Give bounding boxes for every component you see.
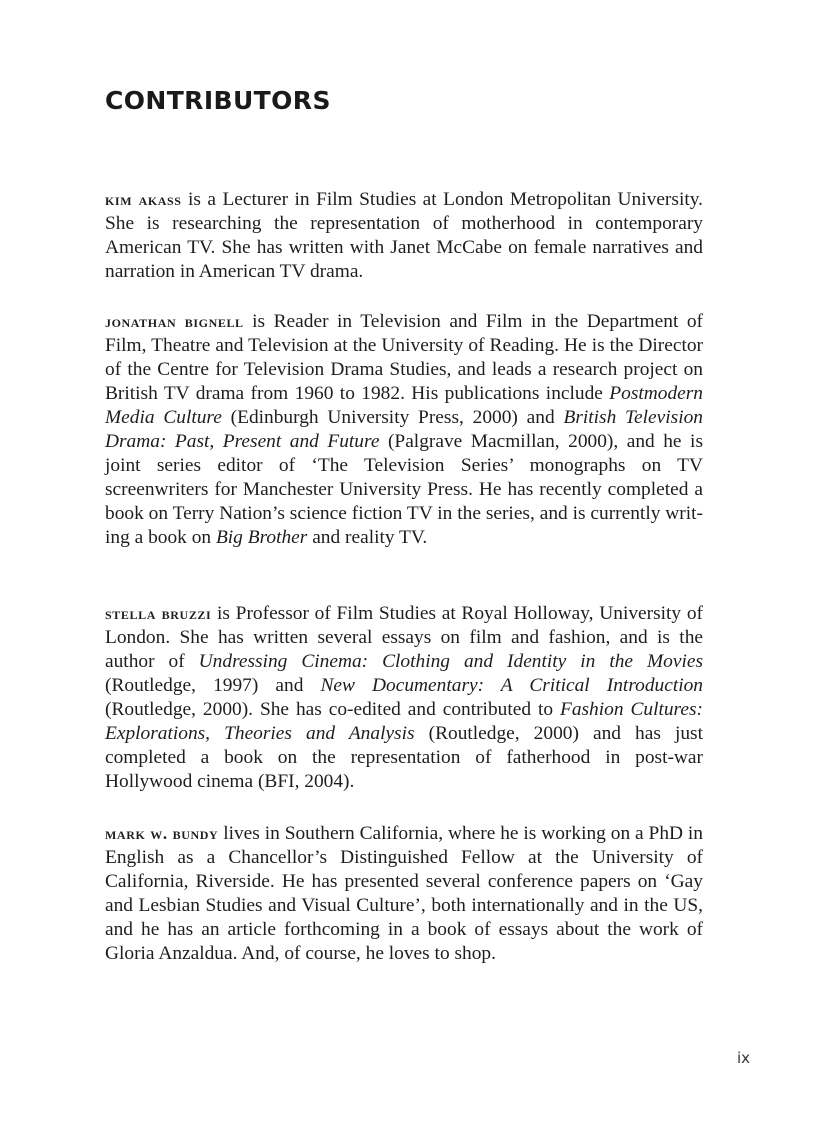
contributor-name: mark w. bundy [105, 824, 219, 843]
bio-text: is a Lecturer in Film Studies at London Metropolitan University. She is researching the representation of motherhood in contemporary American TV. She has written with Janet McCabe on female narratives and narration in American TV drama. [105, 189, 703, 282]
bio-title: British Television Drama: Past, Present and Future [105, 407, 703, 452]
bio-text: is Reader in Television and Film in the Department of Film, Theatre and Television at the University of Reading. He is the Director of the Centre for Television Drama Studies, and leads a research project on British TV drama from 1960 to 1982. His publications include [105, 311, 703, 404]
contributor-entry [105, 602, 703, 794]
contributor-name: jonathan bignell [105, 312, 244, 331]
bio-text: is Professor of Film Studies at Royal Holloway, University of London. She has written several essays on film and fashion, and is the author of [105, 603, 703, 672]
contributor-name: stella bruzzi [105, 604, 212, 623]
bio-text: and reality TV. [307, 527, 428, 548]
page-heading: CONTRIBUTORS [105, 86, 331, 115]
contributor-name: kim akass [105, 190, 182, 209]
bio-text: (Palgrave Macmillan, 2000), and he is joint series editor of ‘The Television Series’ monographs on TV screenwriters for Manchester University Press. He has recently completed a book on Terry Nation’s science fiction TV in the series, and is currently writing a book on [105, 431, 703, 548]
bio-text: (Routledge, 2000) and has just completed a book on the representation of fatherhood in post-war Hollywood cinema (BFI, 2004). [105, 723, 703, 792]
bio-title: Undressing Cinema: Clothing and Identity in the Movies [198, 651, 703, 672]
bio-text: (Routledge, 1997) and [105, 675, 321, 696]
bio-text: (Edinburgh University Press, 2000) and [221, 407, 564, 428]
bio-title: New Documentary: A Critical Introduction [320, 675, 703, 696]
bio-title: Big Brother [215, 527, 308, 548]
bio-text: lives in Southern California, where he is working on a PhD in English as a Chancellor’s Distinguished Fellow at the University of California, Riverside. He has presented several conference papers on ‘Gay and Lesbian Studies and Visual Culture’, both internationally and in the US, and he has an article forthcoming in a book of essays about the work of Gloria Anzaldua. And, of course, he loves to shop. [105, 823, 703, 964]
contributor-entry [105, 310, 703, 550]
bio-text: (Routledge, 2000). She has co-edited and contributed to [105, 699, 560, 720]
contributor-entry [105, 188, 703, 284]
bio-title: Postmodern Media Culture [105, 383, 703, 428]
page-number: ix [736, 1049, 750, 1067]
bio-title: Fashion Cultures: Explorations, Theories and Analysis [105, 699, 703, 744]
contributor-entry [105, 822, 703, 966]
